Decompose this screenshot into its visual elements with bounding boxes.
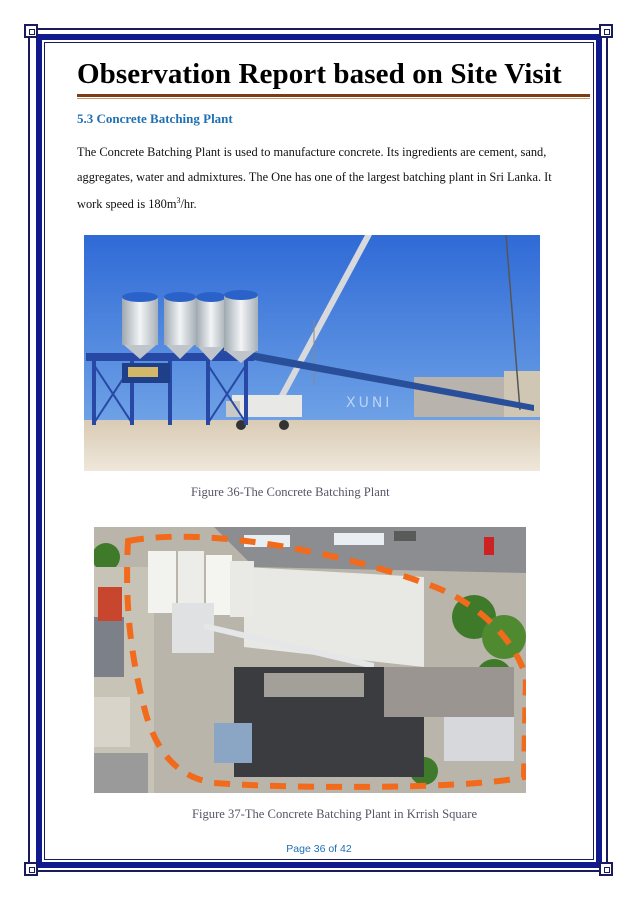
corner-ornament-top-right bbox=[599, 24, 613, 38]
aerial-site-illustration bbox=[94, 527, 526, 793]
figure-36-watermark: XUNI bbox=[346, 395, 393, 411]
body-text-tail: /hr. bbox=[180, 197, 197, 212]
figure-37-caption: Figure 37-The Concrete Batching Plant in Krrish Square bbox=[192, 807, 478, 821]
corner-ornament-top-left bbox=[24, 24, 38, 38]
batching-plant-illustration bbox=[84, 235, 540, 471]
title-underline-thin bbox=[77, 98, 590, 99]
page-number: Page 36 of 42 bbox=[286, 843, 352, 855]
body-text-main: The Concrete Batching Plant is used to manufacture concrete. Its ingredients are cement, sand, aggregates, water and admixtures. The One has one of the largest batching plant in Sri Lanka. It work speed is 180m bbox=[77, 145, 552, 212]
figure-37-photo bbox=[94, 527, 526, 793]
section-heading: 5.3 Concrete Batching Plant bbox=[77, 111, 233, 126]
corner-ornament-bottom-left bbox=[24, 862, 38, 876]
title-underline bbox=[77, 94, 590, 97]
corner-ornament-bottom-right bbox=[599, 862, 613, 876]
figure-36-caption: Figure 36-The Concrete Batching Plant bbox=[191, 485, 390, 499]
page-title: Observation Report based on Site Visit bbox=[77, 58, 562, 90]
figure-36-photo bbox=[84, 235, 540, 471]
body-paragraph bbox=[77, 140, 577, 217]
body-superscript: 3 bbox=[176, 196, 181, 205]
